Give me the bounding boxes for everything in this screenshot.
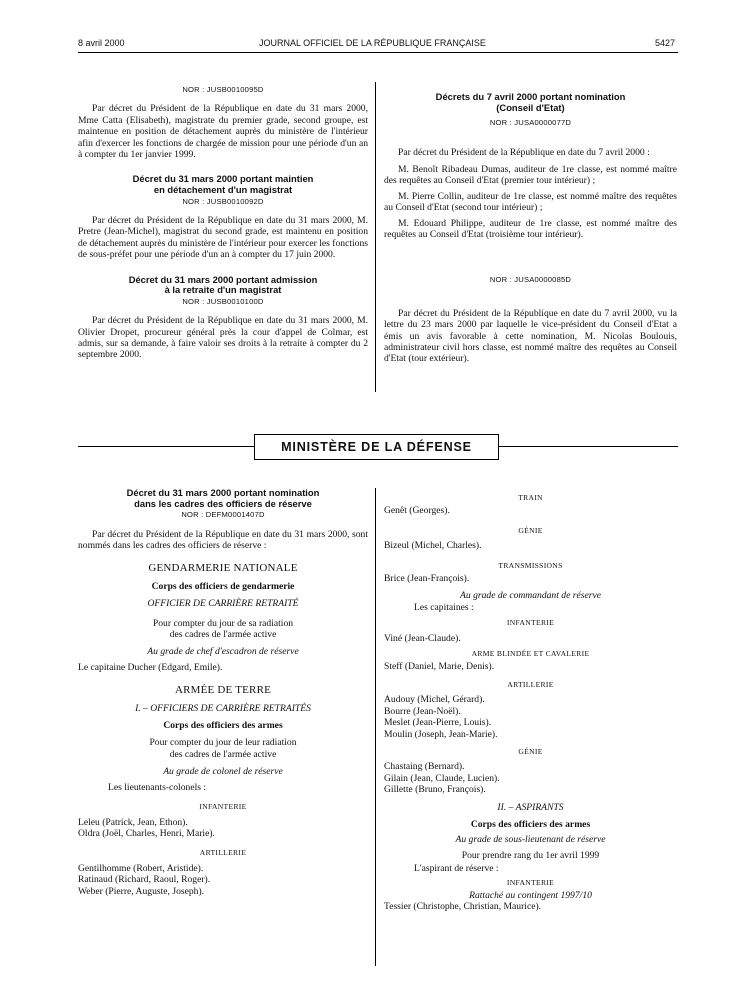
nor-ref: NOR : JUSB0010100D <box>182 296 264 306</box>
date-effet-line: Pour compter du jour de leur radiation <box>149 737 297 749</box>
right-top-column <box>384 92 677 365</box>
column-divider-bottom <box>375 488 376 966</box>
nor-ref: NOR : JUSA0000085D <box>489 275 572 285</box>
arm-heading: GÉNIE <box>518 746 543 756</box>
decree-title: Décret du 31 mars 2000 portant nomination <box>126 487 320 498</box>
contingent-line: Rattaché au contingent 1997/10 <box>469 889 592 901</box>
column-divider-top <box>375 82 376 392</box>
banner-rule-right <box>498 446 678 447</box>
decree-paragraph: Par décret du Président de la République en date du 7 avril 2000, vu la lettre du 23 mars 2000 par laquelle le vice-président du Conseil d'Etat a émis un avis favorable à cette nomination, M. Nicolas Boulouis, administrateur civil hors classe, est nommé maître des requêtes au Conseil d'Etat (tour extérieur). <box>384 307 677 365</box>
arm-heading: TRAIN <box>518 493 543 502</box>
corps-heading: Corps des officiers des armes <box>163 720 283 732</box>
rank-label: L'aspirant de réserve : <box>414 863 499 875</box>
decree-paragraph: Par décret du Président de la République en date du 31 mars 2000, Mme Catta (Elisabeth), magistrate du premier grade, second groupe, est maintenue en position de détachement auprès du ministère de l'intérieur afin d'exercer les fonctions de chargée de mission pour une période d'un an à compter du 1er janvier 1999. <box>78 103 368 161</box>
arm-heading: ARTILLERIE <box>199 848 247 858</box>
subsection-heading: OFFICIER DE CARRIÈRE RETRAITÉ <box>147 598 299 610</box>
nor-ref: NOR : DEFM0001407D <box>181 510 265 520</box>
arm-heading: ARME BLINDÉE ET CAVALERIE <box>471 649 590 659</box>
date-effet-line: des cadres de l'armée active <box>169 629 277 641</box>
subsection-heading: I. – OFFICIERS DE CARRIÈRE RETRAITÉS <box>135 702 311 714</box>
banner-rule-left <box>78 446 254 447</box>
section-heading: ARMÉE DE TERRE <box>174 684 272 697</box>
arm-heading: GÉNIE <box>518 525 543 535</box>
decree-paragraph: M. Benoît Ribadeau Dumas, auditeur de 1re classe, est nommé maître des requêtes au Conseil d'Etat (premier tour intérieur) ; <box>384 164 677 187</box>
ministry-banner: MINISTÈRE DE LA DÉFENSE <box>254 434 499 460</box>
date-effet-line: Pour prendre rang du 1er avril 1999 <box>461 849 600 861</box>
decree-paragraph: Par décret du Président de la République en date du 31 mars 2000, sont nommés dans les cadres des officiers de réserve : <box>78 528 368 551</box>
nor-ref: NOR : JUSB0010092D <box>182 196 264 206</box>
date-effet-line: des cadres de l'armée active <box>169 748 277 760</box>
nominee: Audouy (Michel, Gérard). <box>384 694 485 706</box>
arm-heading: INFANTERIE <box>506 877 555 887</box>
arm-heading: INFANTERIE <box>199 802 247 812</box>
nor-ref: NOR : JUSA0000077D <box>489 118 572 128</box>
nominee: Viné (Jean-Claude). <box>384 632 461 644</box>
decree-paragraph: Par décret du Président de la République en date du 7 avril 2000 : <box>398 146 650 158</box>
nominee: Oldra (Joël, Charles, Henri, Marie). <box>78 827 215 839</box>
arm-heading: TRANSMISSIONS <box>498 560 563 570</box>
rank-label: Les capitaines : <box>414 601 474 613</box>
nominee: Genêt (Georges). <box>384 505 450 517</box>
decree-paragraph: M. Edouard Philippe, auditeur de 1re classe, est nommé maître des requêtes au Conseil d'Etat (troisième tour intérieur). <box>384 217 677 241</box>
page-number: 5427 <box>655 38 676 48</box>
decree-paragraph: M. Pierre Collin, auditeur de 1re classe, est nommé maître des requêtes au Conseil d'Etat (second tour intérieur) ; <box>384 190 677 214</box>
arm-heading: ARTILLERIE <box>507 679 554 689</box>
nominee: Tessier (Christophe, Christian, Maurice). <box>384 901 542 913</box>
decree-title: (Conseil d'Etat) <box>496 101 565 113</box>
date-effet-line: Pour compter du jour de sa radiation <box>152 617 294 629</box>
arm-heading: INFANTERIE <box>506 618 555 628</box>
header-title: JOURNAL OFFICIEL DE LA RÉPUBLIQUE FRANÇAISE <box>259 38 486 48</box>
nominee: Gentilhomme (Robert, Aristide). <box>78 862 204 874</box>
nominee: Ratinaud (Richard, Raoul, Roger). <box>78 874 211 886</box>
nominee: Gilain (Jean, Claude, Lucien). <box>384 772 500 784</box>
decree-title: dans les cadres des officiers de réserve <box>134 497 312 509</box>
grade-heading: Au grade de commandant de réserve <box>460 590 601 602</box>
subsection-heading: II. – ASPIRANTS <box>497 801 564 813</box>
nominee: Moulin (Joseph, Jean-Marie). <box>384 728 498 740</box>
decree-title: Décret du 31 mars 2000 portant admission <box>128 273 318 285</box>
rank-label: Les lieutenants-colonels : <box>108 781 207 793</box>
nominee: Le capitaine Ducher (Edgard, Emile). <box>78 661 223 673</box>
left-top-column <box>78 84 368 361</box>
decree-paragraph: Par décret du Président de la République en date du 31 mars 2000, M. Pretre (Jean-Michel), magistrat du second grade, est maintenu en position de détachement auprès du ministère de l'intérieur pour exercer les fonctions de sous-préfet pour une période d'un an à compter du 17 juin 2000. <box>78 215 368 261</box>
nominee: Chastaing (Bernard). <box>384 761 465 773</box>
section-heading: GENDARMERIE NATIONALE <box>148 562 298 575</box>
decree-paragraph: Par décret du Président de la République en date du 31 mars 2000, M. Olivier Dropet, procureur général près la cour d'appel de Colmar, est admis, sur sa demande, à faire valoir ses droits à la retraite à compter du 2 septembre 2000. <box>78 315 368 361</box>
decree-title: Décrets du 7 avril 2000 portant nomination <box>435 91 626 102</box>
decree-title: à la retraite d'un magistrat <box>164 284 282 296</box>
grade-heading: Au grade de colonel de réserve <box>163 766 283 778</box>
nominee: Brice (Jean-François). <box>384 573 470 585</box>
nominee: Weber (Pierre, Auguste, Joseph). <box>78 885 205 897</box>
decree-title: en détachement d'un magistrat <box>153 184 293 196</box>
header-date: 8 avril 2000 <box>78 38 125 48</box>
nominee: Leleu (Patrick, Jean, Ethon). <box>78 816 188 828</box>
corps-heading: Corps des officiers de gendarmerie <box>151 580 295 592</box>
nominee: Meslet (Jean-Pierre, Louis). <box>384 717 492 729</box>
decree-title: Décret du 31 mars 2000 portant maintien <box>132 173 314 185</box>
left-bottom-column <box>78 488 368 897</box>
nominee: Gillette (Bruno, François). <box>384 784 486 796</box>
nor-ref: NOR : JUSB0010095D <box>182 85 264 94</box>
grade-heading: Au grade de sous-lieutenant de réserve <box>455 834 606 846</box>
corps-heading: Corps des officiers des armes <box>470 818 591 830</box>
right-bottom-column <box>384 492 677 913</box>
header-rule <box>78 52 678 53</box>
nominee: Steff (Daniel, Marie, Denis). <box>384 661 495 673</box>
nominee: Bizeul (Michel, Charles). <box>384 540 482 552</box>
grade-heading: Au grade de chef d'escadron de réserve <box>147 646 299 658</box>
nominee: Bourre (Jean-Noël). <box>384 705 461 717</box>
